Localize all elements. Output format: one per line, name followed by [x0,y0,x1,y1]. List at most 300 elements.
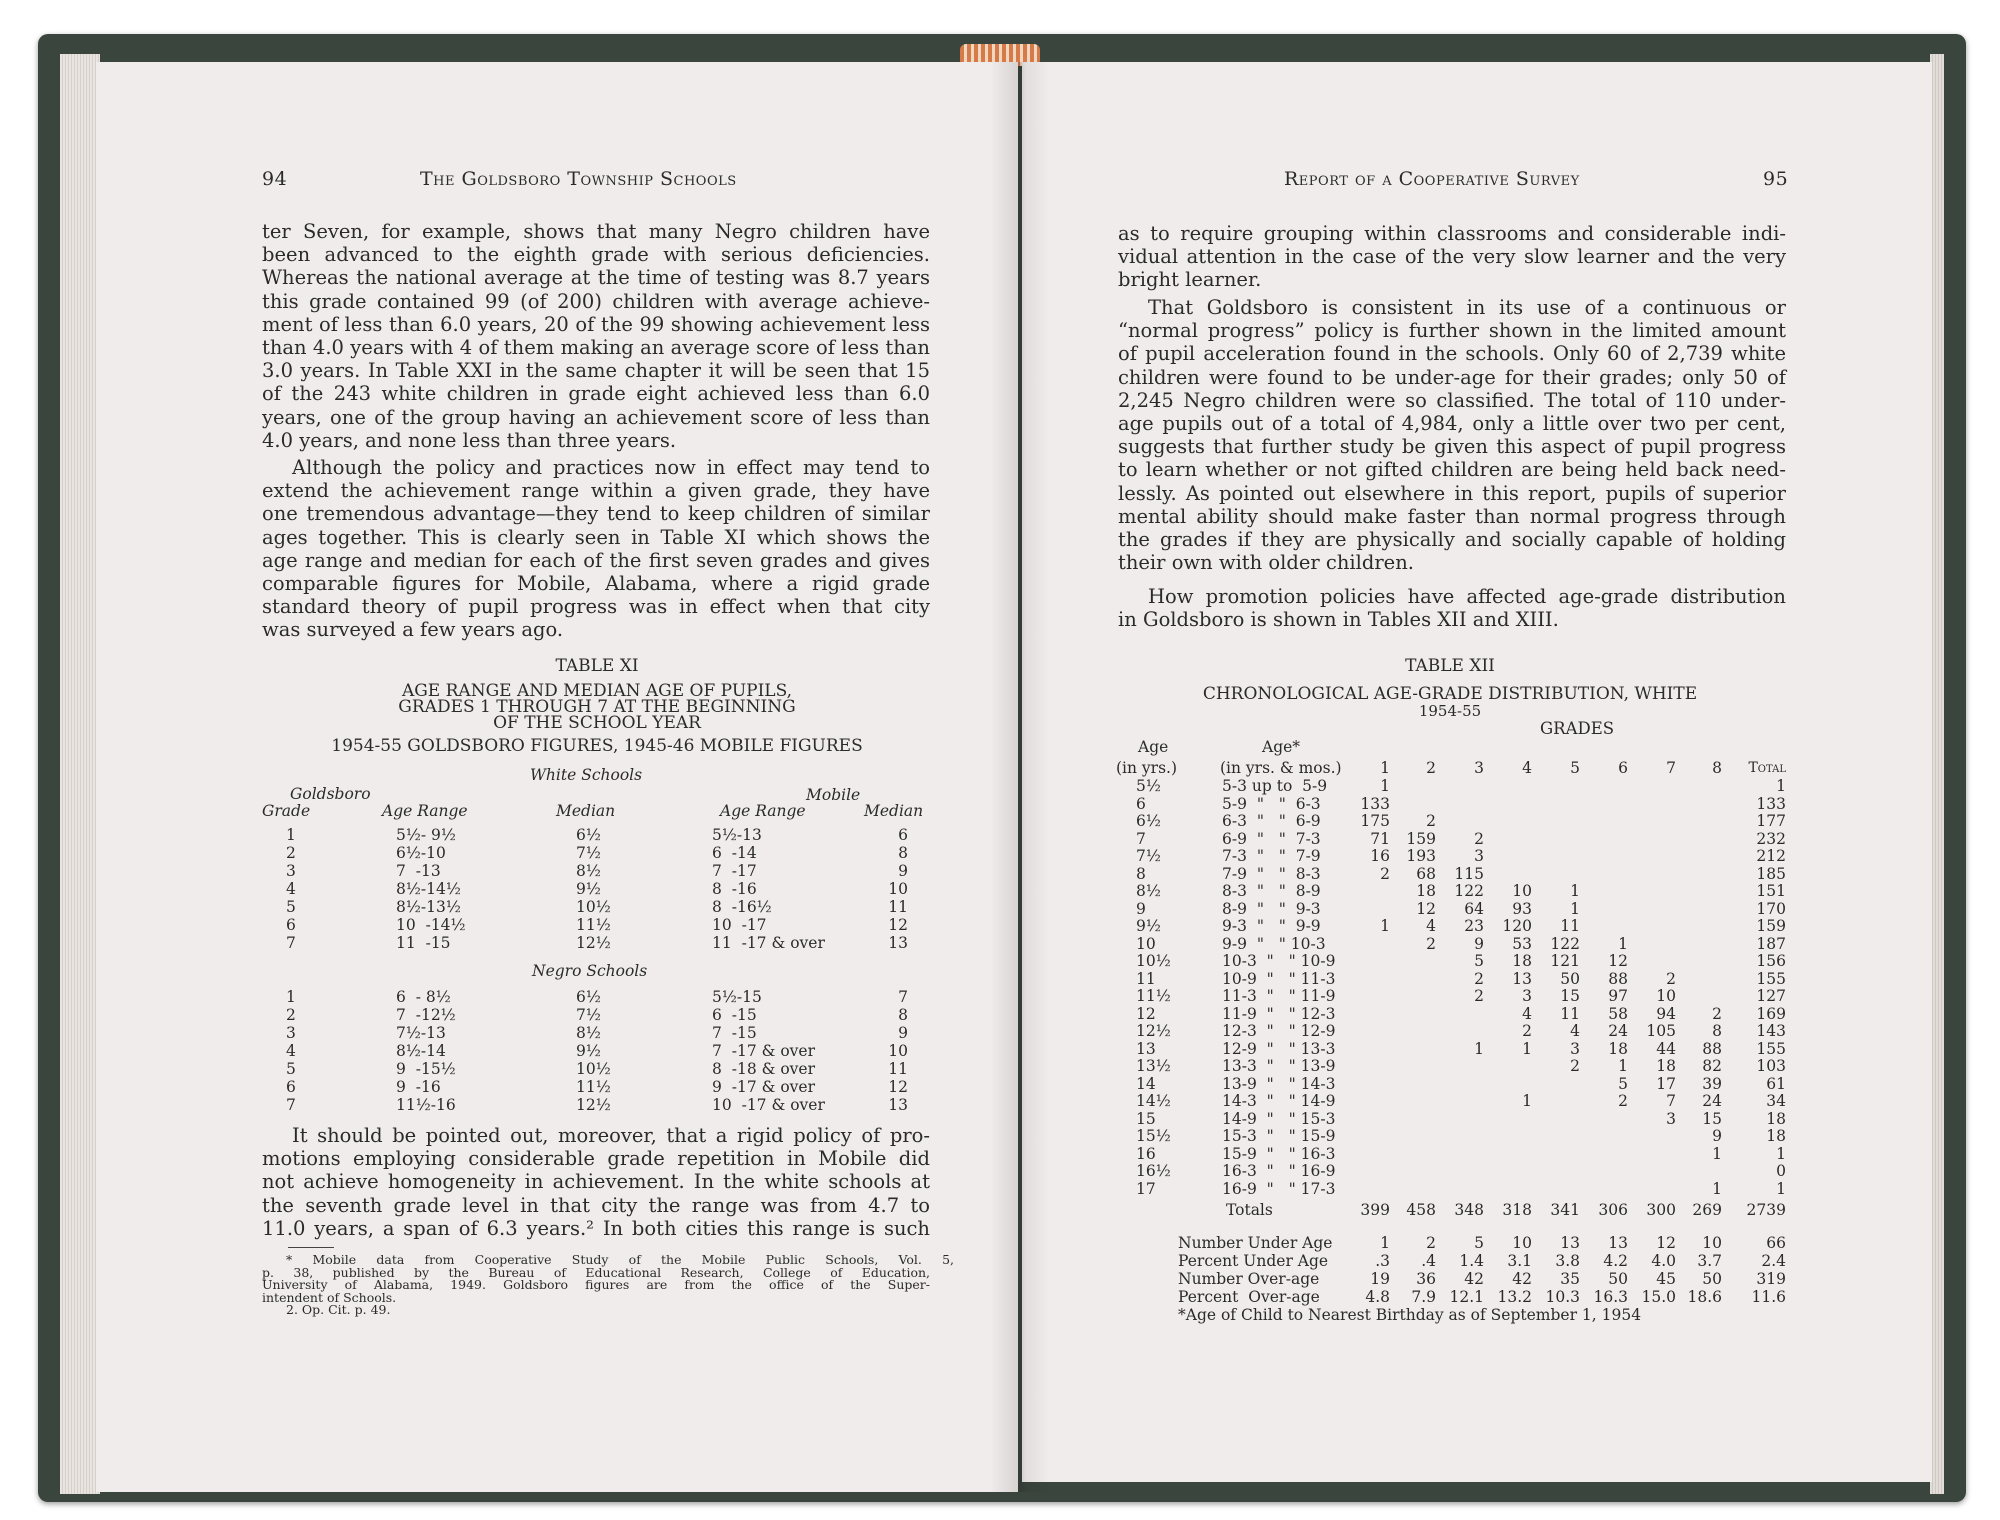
mobile-age-range-cell: 6 -14 [712,844,757,862]
age-range-cell: 11 -15 [396,934,451,952]
count-cell: 18 [1766,1127,1786,1145]
grade-cell: 5 [286,1060,296,1078]
count-cell: 1 [1618,934,1628,953]
age-range-cell: 6 - 8½ [396,988,451,1006]
summary-cell: 10 [1702,1234,1722,1252]
grade-cell: 5 [286,898,296,916]
age-range-cell: 10 -14½ [396,916,466,934]
count-cell: 53 [1512,934,1532,953]
text-line: extend the achievement range within a given grade, they have [262,479,930,503]
summary-label: Number Under Age [1178,1234,1333,1252]
grade-col-header: 8 [1712,759,1722,777]
grade-cell: 1 [286,988,296,1006]
mobile-age-range-cell: 5½-15 [712,988,762,1006]
median-cell: 6½ [576,988,601,1006]
count-cell: 17 [1656,1074,1676,1093]
col-grade: Grade [262,802,311,820]
age-range-cell: 6½-10 [396,844,446,862]
count-cell: 2 [1474,987,1484,1005]
count-cell: 2 [1522,1022,1532,1040]
count-cell: 133 [1756,794,1786,813]
count-cell: 4 [1522,1004,1532,1023]
text-line: children were found to be under-age for their grades; only 50 of [1118,365,1786,389]
median-cell: 11½ [576,1078,611,1096]
age-months-cell: 9-3 " " 9-9 [1222,917,1321,935]
count-cell: 2 [1474,969,1484,988]
age-cell: 15½ [1136,1127,1171,1145]
mobile-age-range-cell: 10 -17 [712,916,767,934]
age-months-cell: 14-3 " " 14-9 [1222,1092,1336,1110]
count-cell: 68 [1416,864,1436,883]
left-page-number: 94 [262,168,288,190]
age-months-cell: 10-3 " " 10-9 [1222,952,1336,970]
col-goldsboro-age-range: Age Range [382,802,468,820]
count-cell: 18 [1766,1109,1786,1128]
grade-cell: 3 [286,862,296,880]
grade-col-header: 7 [1666,759,1676,777]
summary-cell: 35 [1560,1270,1580,1288]
count-cell: 34 [1766,1092,1786,1110]
summary-cell: 16.3 [1593,1288,1628,1306]
median-cell: 9½ [576,880,601,898]
grade-col-header: Total [1748,760,1786,776]
count-cell: 4 [1570,1022,1580,1040]
count-cell: 133 [1360,794,1390,813]
footnote-line: * Mobile data from Cooperative Study of the Mobile Public Schools, Vol. 5, [286,1252,954,1267]
count-cell: 5 [1618,1074,1628,1093]
count-cell: 2 [1712,1004,1722,1023]
count-cell: 151 [1756,882,1786,900]
median-cell: 9½ [576,1042,601,1060]
count-cell: 9 [1712,1127,1722,1145]
count-cell: 2 [1666,969,1676,988]
text-line: was surveyed a few years ago. [262,618,564,642]
grade-cell: 2 [286,844,296,862]
table-xi-caption-line: 1954-55 GOLDSBORO FIGURES, 1945-46 MOBILE FIGURES [331,736,863,756]
age-months-cell: 5-3 up to 5-9 [1222,777,1328,795]
age-cell: 9½ [1136,917,1161,935]
count-cell: 12 [1416,899,1436,918]
text-line: than 4.0 years with 4 of them making an average score of less than [262,336,930,359]
total-cell: 348 [1454,1201,1484,1219]
grade-col-header: 3 [1474,759,1484,777]
count-cell: 1 [1380,917,1390,935]
mobile-age-range-cell: 8 -16½ [712,898,772,916]
total-cell: 399 [1360,1201,1390,1219]
count-cell: 1 [1522,1039,1532,1058]
count-cell: 71 [1370,829,1390,848]
grade-cell: 4 [286,1042,296,1060]
grade-cell: 6 [286,1078,296,1096]
negro-schools-heading: Negro Schools [532,962,648,980]
age-months-cell: 8-9 " " 9-3 [1222,899,1321,918]
age-cell: 12 [1136,1004,1156,1023]
text-line: this grade contained 99 (of 200) children with average achieve- [262,289,930,313]
summary-cell: 5 [1474,1234,1484,1252]
footnote-line: p. 38, published by the Bureau of Educational Research, College of Education, [262,1264,930,1280]
age-cell: 9 [1136,899,1146,918]
count-cell: 187 [1756,934,1786,953]
summary-cell: 36 [1416,1270,1436,1288]
mobile-age-range-cell: 7 -17 [712,862,757,880]
total-cell: 306 [1598,1201,1628,1219]
text-line: the seventh grade level in that city the range was from 4.7 to [262,1193,930,1217]
median-cell: 11½ [576,916,611,934]
age-cell: 15 [1136,1109,1156,1128]
age-months-cell: 11-3 " " 11-9 [1222,987,1336,1005]
age-months-cell: 15-9 " " 16-3 [1222,1144,1336,1163]
count-cell: 175 [1360,812,1390,830]
age-range-cell: 5½- 9½ [396,826,456,844]
count-cell: 44 [1656,1039,1676,1058]
mobile-label: Mobile [806,786,861,804]
age-months-cell: 8-3 " " 8-9 [1222,882,1321,900]
count-cell: 18 [1608,1039,1628,1058]
table-xi-caption-line: AGE RANGE AND MEDIAN AGE OF PUPILS, [401,681,793,701]
age-months-cell: 7-3 " " 7-9 [1222,847,1321,865]
summary-cell: 45 [1656,1270,1676,1288]
text-line: bright learner. [1118,268,1262,292]
text-line: 3.0 years. In Table XXI in the same chapter it will be seen that 15 [262,359,930,383]
age-cell: 16½ [1136,1162,1171,1180]
count-cell: 7 [1666,1092,1676,1110]
age-range-cell: 7½-13 [396,1024,446,1042]
count-cell: 170 [1756,899,1786,918]
count-cell: 185 [1756,864,1786,883]
grade-col-header: 1 [1380,759,1390,777]
summary-cell: 2 [1426,1234,1436,1252]
age-months-cell: 16-3 " " 16-9 [1222,1162,1336,1180]
mobile-age-range-cell: 5½-13 [712,826,762,844]
grade-col-header: 2 [1426,759,1436,777]
book-gutter [990,62,1050,1492]
age-months-cell: 16-9 " " 17-3 [1222,1179,1336,1198]
grade-cell: 1 [286,826,296,844]
mobile-median-cell: 10 [888,1042,908,1060]
age-cell: 11 [1136,969,1156,988]
count-cell: 212 [1756,847,1786,865]
count-cell: 58 [1608,1004,1628,1023]
total-cell: 300 [1646,1201,1676,1219]
count-cell: 16 [1370,847,1390,865]
text-line: of pupil acceleration found in the schools. Only 60 of 2,739 white [1118,342,1786,366]
summary-cell: 319 [1756,1270,1786,1288]
median-cell: 6½ [576,826,601,844]
mobile-median-cell: 11 [888,1060,908,1078]
summary-cell: 1.4 [1459,1252,1484,1270]
mobile-age-range-cell: 8 -16 [712,880,757,898]
text-line: Whereas the national average at the time of testing was 8.7 years [262,266,930,290]
grade-cell: 3 [286,1024,296,1042]
summary-cell: 11.6 [1751,1288,1786,1306]
text-line: the grades if they are physically and socially capable of holding [1118,528,1786,551]
count-cell: 177 [1756,812,1786,830]
table-xi-caption-line: OF THE SCHOOL YEAR [493,713,701,733]
total-cell: 269 [1692,1201,1722,1219]
summary-cell: 12 [1656,1234,1676,1252]
footnote-line: University of Alabama, 1949. Goldsboro figures are from the office of the Super- [262,1277,930,1293]
summary-cell: 3.8 [1555,1252,1580,1270]
age-range-cell: 11½-16 [396,1096,456,1114]
count-cell: 122 [1454,882,1484,900]
age-cell: 12½ [1136,1022,1171,1040]
summary-label: Percent Under Age [1178,1252,1329,1270]
count-cell: 18 [1416,882,1436,900]
age-cell: 16 [1136,1144,1156,1163]
summary-label: Number Over-age [1178,1270,1320,1288]
median-cell: 12½ [576,934,611,952]
age-cell: 11½ [1136,987,1171,1005]
count-cell: 88 [1608,969,1628,988]
count-cell: 2 [1474,829,1484,848]
age-cell: 10 [1136,934,1156,953]
count-cell: 5 [1474,952,1484,970]
count-cell: 1 [1776,777,1786,795]
summary-cell: 15.0 [1641,1288,1676,1306]
count-cell: 155 [1756,1039,1786,1058]
age-range-cell: 9 -15½ [396,1060,456,1078]
mobile-median-cell: 9 [898,1024,908,1042]
text-line: “normal progress” policy is further shown in the limited amount [1118,319,1786,343]
total-cell: 458 [1406,1201,1436,1219]
age-range-cell: 8½-14½ [396,880,461,898]
col-mobile-age-range: Age Range [720,802,806,820]
summary-cell: 3.7 [1697,1252,1722,1270]
count-cell: 159 [1406,829,1436,848]
text-line: ter Seven, for example, shows that many Negro children have [262,220,930,243]
age-cell: 6 [1136,794,1146,813]
age-months-cell: 7-9 " " 8-3 [1222,864,1321,883]
summary-cell: .4 [1421,1252,1436,1270]
count-cell: 103 [1756,1057,1786,1075]
mobile-median-cell: 8 [898,1006,908,1024]
summary-cell: 13 [1608,1234,1628,1252]
count-cell: 39 [1702,1074,1722,1093]
grade-col-header: 4 [1522,759,1532,777]
text-line: of the 243 white children in grade eight achieved less than 6.0 [262,382,930,406]
text-line: in Goldsboro is shown in Tables XII and XIII. [1118,608,1559,632]
count-cell: 105 [1646,1022,1676,1040]
mobile-median-cell: 13 [888,1096,908,1114]
summary-cell: 1 [1380,1234,1390,1252]
count-cell: 1 [1522,1092,1532,1110]
median-cell: 12½ [576,1096,611,1114]
age-cell: 10½ [1136,952,1171,970]
count-cell: 143 [1756,1022,1786,1040]
count-cell: 232 [1756,829,1786,848]
count-cell: 156 [1756,952,1786,970]
goldsboro-label: Goldsboro [290,785,371,803]
text-line: age range and median for each of the first seven grades and gives [262,548,930,572]
age-months-cell: 10-9 " " 11-3 [1222,969,1336,988]
text-line: age pupils out of a total of 4,984, only a little over two per cent, [1118,412,1786,435]
age-unit: (in yrs.) [1116,759,1178,777]
total-cell: 2739 [1746,1201,1786,1219]
count-cell: 11 [1560,917,1580,935]
text-line: It should be pointed out, moreover, that a rigid policy of pro- [292,1124,930,1147]
right-page-number: 95 [1763,168,1789,190]
left-running-head: The Goldsboro Township Schools [420,168,737,190]
text-line: one tremendous advantage—they tend to keep children of similar [262,502,930,526]
median-cell: 7½ [576,1006,601,1024]
grade-cell: 7 [286,1096,296,1114]
age-cell: 14 [1136,1074,1156,1093]
count-cell: 18 [1512,952,1532,970]
mobile-median-cell: 7 [898,988,908,1006]
age-cell: 7 [1136,829,1146,848]
median-cell: 8½ [576,862,601,880]
age-cell: 5½ [1136,777,1161,795]
count-cell: 1 [1712,1144,1722,1163]
grade-cell: 7 [286,934,296,952]
text-line: ment of less than 6.0 years, 20 of the 99 showing achievement less [262,312,930,336]
age-months-cell: 13-3 " " 13-9 [1222,1057,1336,1075]
count-cell: 1 [1776,1144,1786,1163]
text-line: 11.0 years, a span of 6.3 years.² In both cities this range is such [262,1216,930,1240]
grade-col-header: 5 [1570,759,1580,777]
mobile-age-range-cell: 11 -17 & over [712,934,825,952]
mobile-median-cell: 12 [888,916,908,934]
text-line: their own with older children. [1118,551,1414,575]
table-xii-footnote: *Age of Child to Nearest Birthday as of September 1, 1954 [1178,1306,1642,1324]
median-cell: 8½ [576,1024,601,1042]
table-xi-title: TABLE XI [555,656,639,676]
count-cell: 61 [1766,1074,1786,1093]
age-months-cell: 13-9 " " 14-3 [1222,1074,1336,1093]
count-cell: 193 [1406,847,1436,865]
text-line: suggests that further study be given this aspect of pupil progress [1118,435,1786,459]
text-line: not achieve homogeneity in achievement. In the white schools at [262,1170,930,1194]
text-line: years, one of the group having an achievement score of less than [262,405,930,429]
age-months-cell: 12-9 " " 13-3 [1222,1039,1336,1058]
count-cell: 15 [1560,987,1580,1005]
mobile-median-cell: 9 [898,862,908,880]
col-goldsboro-median: Median [556,802,616,820]
count-cell: 3 [1570,1039,1580,1058]
summary-cell: 3.1 [1507,1252,1532,1270]
count-cell: 159 [1756,917,1786,935]
count-cell: 121 [1550,952,1580,970]
count-cell: 1 [1776,1179,1786,1198]
mobile-median-cell: 6 [898,826,908,844]
summary-cell: 13 [1560,1234,1580,1252]
table-xii-title: TABLE XII [1405,656,1495,676]
summary-cell: 7.9 [1411,1288,1436,1306]
age-cell: 13 [1136,1039,1156,1058]
count-cell: 10 [1512,882,1532,900]
mobile-age-range-cell: 7 -17 & over [712,1042,815,1060]
age-range-cell: 9 -16 [396,1078,441,1096]
grades-label: GRADES [1540,719,1615,738]
count-cell: 120 [1502,917,1532,935]
summary-cell: 19 [1370,1270,1390,1288]
footnote-line: 2. Op. Cit. p. 49. [286,1302,391,1318]
age-star-unit: (in yrs. & mos.) [1220,759,1342,777]
count-cell: 15 [1702,1109,1722,1128]
age-months-cell: 14-9 " " 15-3 [1222,1109,1336,1128]
count-cell: 50 [1560,969,1580,988]
count-cell: 0 [1776,1162,1786,1180]
text-line: lessly. As pointed out elsewhere in this report, pupils of superior [1118,481,1786,505]
count-cell: 1 [1380,777,1390,795]
count-cell: 3 [1474,847,1484,865]
age-months-cell: 11-9 " " 12-3 [1222,1004,1336,1023]
age-months-cell: 9-9 " " 10-3 [1222,934,1326,953]
median-cell: 10½ [576,898,611,916]
count-cell: 169 [1756,1004,1786,1023]
page-edges-left [60,54,100,1494]
text-line: How promotion policies have affected age-grade distribution [1148,585,1786,608]
mobile-age-range-cell: 8 -18 & over [712,1060,815,1078]
count-cell: 127 [1756,987,1786,1005]
mobile-age-range-cell: 10 -17 & over [712,1096,825,1114]
grade-col-header: 6 [1618,759,1628,777]
count-cell: 2 [1618,1092,1628,1110]
count-cell: 24 [1702,1092,1722,1110]
summary-cell: 50 [1608,1270,1628,1288]
totals-label: Totals [1226,1201,1273,1219]
count-cell: 122 [1550,934,1580,953]
age-range-cell: 8½-14 [396,1042,446,1060]
age-star-label: Age* [1262,738,1301,756]
age-months-cell: 5-9 " " 6-3 [1222,794,1321,813]
age-months-cell: 12-3 " " 12-9 [1222,1022,1336,1040]
count-cell: 11 [1560,1004,1580,1023]
count-cell: 4 [1426,917,1436,935]
age-range-cell: 8½-13½ [396,898,461,916]
count-cell: 2 [1426,934,1436,953]
text-line: as to require grouping within classrooms and considerable indi- [1118,222,1786,245]
table-xi-caption-line: GRADES 1 THROUGH 7 AT THE BEGINNING [398,697,796,717]
count-cell: 1 [1474,1039,1484,1058]
white-schools-heading: White Schools [530,766,643,784]
col-mobile-median: Median [864,802,924,820]
count-cell: 1 [1618,1057,1628,1075]
text-line: to learn whether or not gifted children are being held back need- [1118,458,1786,482]
age-cell: 17 [1136,1179,1156,1198]
age-cell: 7½ [1136,847,1161,865]
summary-cell: 4.0 [1651,1252,1676,1270]
mobile-median-cell: 8 [898,844,908,862]
table-xii-year: 1954-55 [1418,702,1482,720]
grade-cell: 4 [286,880,296,898]
count-cell: 94 [1656,1004,1676,1023]
age-cell: 8½ [1136,882,1161,900]
age-months-cell: 6-3 " " 6-9 [1222,812,1321,830]
grade-cell: 6 [286,916,296,934]
median-cell: 10½ [576,1060,611,1078]
summary-cell: 2.4 [1761,1252,1786,1270]
summary-cell: 10 [1512,1234,1532,1252]
text-line: Although the policy and practices now in effect may tend to [292,456,930,479]
age-cell: 13½ [1136,1057,1171,1075]
mobile-age-range-cell: 9 -17 & over [712,1078,815,1096]
count-cell: 2 [1570,1057,1580,1075]
text-line: been advanced to the eighth grade with serious deficiencies. [262,243,930,267]
count-cell: 115 [1454,864,1484,883]
summary-cell: 13.2 [1497,1288,1532,1306]
age-months-cell: 6-9 " " 7-3 [1222,829,1321,848]
footnote-rule [288,1247,334,1248]
count-cell: 3 [1666,1109,1676,1128]
summary-cell: .3 [1375,1252,1390,1270]
summary-cell: 4.2 [1603,1252,1628,1270]
mobile-median-cell: 11 [888,898,908,916]
age-cell: 8 [1136,864,1146,883]
text-line: motions employing considerable grade repetition in Mobile did [262,1147,930,1171]
count-cell: 10 [1656,987,1676,1005]
text-line: 4.0 years, and none less than three years. [262,428,677,452]
